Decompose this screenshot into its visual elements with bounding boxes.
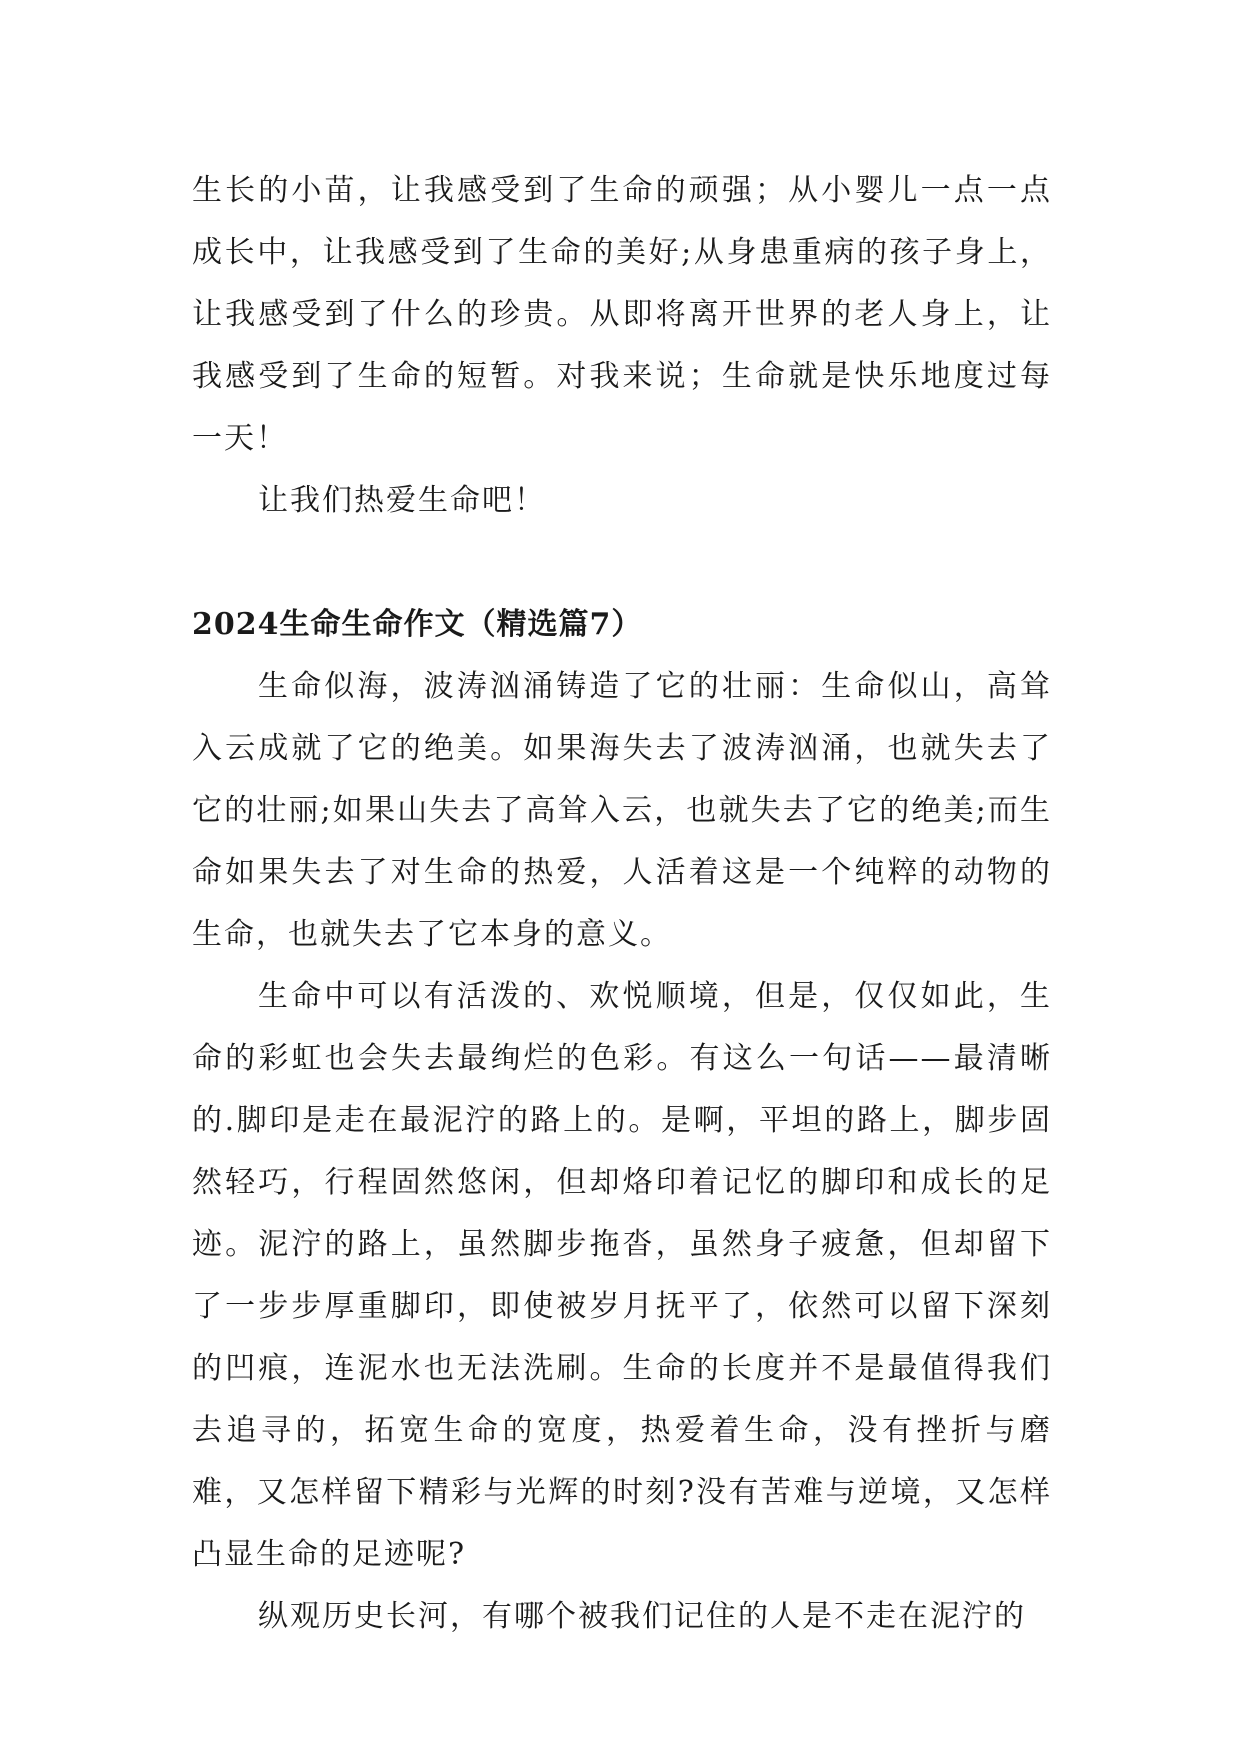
paragraph-exhortation: 让我们热爱生命吧！ [258, 483, 546, 518]
paragraph-continuation: 生长的小苗，让我感受到了生命的顽强；从小婴儿一点一点成长中，让我感受到了生命的美好;从身患重病的孩子身上，让我感受到了什么的珍贵。从即将离开世界的老人身上，让我感受到了生命的短暂。对我来说；生命就是快乐地度过每一天！ [192, 173, 1052, 456]
paragraph-body: 生命似海，波涛汹涌铸造了它的壮丽：生命似山，高耸入云成就了它的绝美。如果海失去了波涛汹涌，也就失去了它的壮丽;如果山失去了高耸入云，也就失去了它的绝美;而生命如果失去了对生命的热爱，人活着这是一个纯粹的动物的生命，也就失去了它本身的意义。 [192, 669, 1052, 952]
section-heading: 2024生命生命作文（精选篇7） [192, 607, 643, 642]
paragraph-body: 生命中可以有活泼的、欢悦顺境，但是，仅仅如此，生命的彩虹也会失去最绚烂的色彩。有这么一句话——最清晰的.脚印是走在最泥泞的路上的。是啊，平坦的路上，脚步固然轻巧，行程固然悠闲，但却烙印着记忆的脚印和成长的足迹。泥泞的路上，虽然脚步拖沓，虽然身子疲惫，但却留下了一步步厚重脚印，即使被岁月抚平了，依然可以留下深刻的凹痕，连泥水也无法洗刷。生命的长度并不是最值得我们去追寻的，拓宽生命的宽度，热爱着生命，没有挫折与磨难，又怎样留下精彩与光辉的时刻?没有苦难与逆境，又怎样凸显生命的足迹呢? [192, 979, 1052, 1572]
spacer [192, 532, 1052, 594]
paragraph-body: 纵观历史长河，有哪个被我们记住的人是不走在泥泞的 [258, 1599, 1026, 1634]
text-column [192, 160, 1052, 1648]
